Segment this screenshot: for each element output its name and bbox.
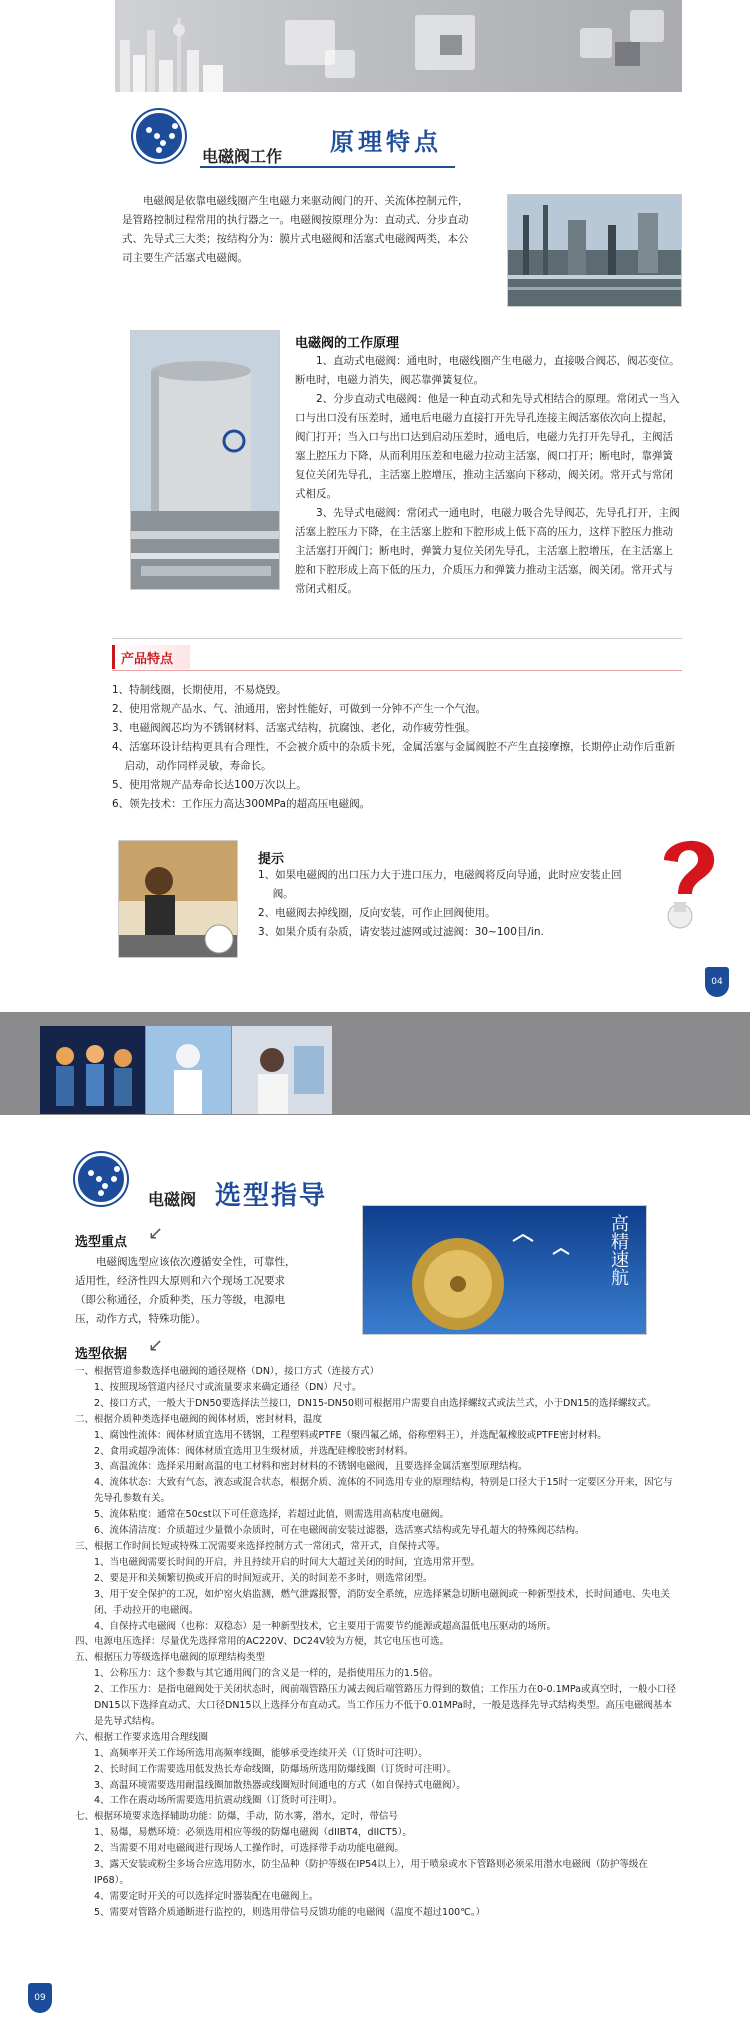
feature-item: 6、领先技术：工作压力高达300MPa的超高压电磁阀。 bbox=[112, 798, 371, 810]
sundial-photo bbox=[362, 1205, 647, 1335]
basis-item: 1、腐蚀性流体：阀体材质宜选用不锈钢，工程塑料或PTFE（聚四氟乙烯，俗称塑料王），并选配氟橡胶或PTFE密封材料。 bbox=[94, 1429, 607, 1441]
focus-text: 电磁阀选型应该依次遵循安全性，可靠性，适用性，经济性四大原则和六个现场工况要求（即公称通径，介质种类，压力等级，电源电压，动作方式，特殊功能）。 bbox=[75, 1256, 296, 1325]
header-banner bbox=[115, 0, 682, 92]
basis-item: 3、露天安装或粉尘多场合应选用防水，防尘品种（防护等级在IP54以上），用于喷泉或水下管路则必须采用潜水电磁阀（防护等级在IP68）。 bbox=[94, 1859, 648, 1886]
basis-item: 5、需要对管路介质通断进行监控的，则选用带信号反馈功能的电磁阀（温度不超过100℃。） bbox=[94, 1906, 486, 1918]
basis-item: 2、当需要不用对电磁阀进行现场人工操作时，可选择带手动功能电磁阀。 bbox=[94, 1843, 405, 1855]
businessman-photo bbox=[118, 840, 238, 958]
basis-item: 2、长时间工作需要选用低发热长寿命线圈，防爆场所选用防爆线圈（订货时可注明）。 bbox=[94, 1763, 457, 1775]
section-small-title: 电磁阀工作 bbox=[202, 147, 283, 166]
basis-item: 1、按照现场管道内径尺寸或流量要求来确定通径（DN）尺寸。 bbox=[94, 1381, 362, 1393]
basis-list bbox=[75, 1364, 677, 1921]
page-number-badge: 09 bbox=[28, 1983, 52, 2013]
tips-list bbox=[258, 866, 636, 942]
intro-paragraph: 电磁阀是依靠电磁线圈产生电磁力来驱动阀门的开、关流体控制元件，是管路控制过程常用的执行器之一。电磁阀按原理分为：直动式、分步直动式、先导式三大类；按结构分为：膜片式电磁阀和活塞式电磁阀两类，本公司主要生产活塞式电磁阀。 bbox=[122, 195, 469, 264]
tip-item: 2、电磁阀去掉线圈，反向安装，可作止回阀使用。 bbox=[258, 907, 496, 919]
feature-item: 5、使用常规产品寿命长达100万次以上。 bbox=[112, 779, 307, 791]
calligraphy-text: 高精速航 bbox=[608, 1214, 629, 1286]
features-badge bbox=[112, 645, 190, 669]
principle-item: 1、直动式电磁阀：通电时，电磁线圈产生电磁力，直接吸合阀芯，阀芯变位。断电时，电磁力消失，阀芯靠弹簧复位。 bbox=[295, 355, 680, 386]
feature-item: 4、活塞环设计结构更具有合理性，不会被介质中的杂质卡死，金属活塞与金属阀腔不产生直接摩擦，长期停止动作后重新启动，动作同样灵敏，寿命长。 bbox=[112, 741, 676, 772]
basis-item: 2、接口方式，一般大于DN50要选择法兰接口，DN15-DN50则可根据用户需要自由选择螺纹式或法兰式，小于DN15的选择螺纹式。 bbox=[94, 1397, 657, 1409]
basis-section-heading: 六、根据工作要求选用合理线圈 bbox=[75, 1731, 209, 1743]
basis-item: 2、工作压力：是指电磁阀处于关闭状态时，阀前端管路压力减去阀后端管路压力得到的数值；工作压力在0-0.1MPa或真空时，一般小口径DN15以下选择直动式、大口径DN15以上选择分布直动式。当工作压力不低于0.01MPa时，一般是选择先导式结构类型。高压电磁阀基本是先导式结构。 bbox=[94, 1684, 676, 1727]
basis-section-heading: 五、根据压力等级选择电磁阀的原理结构类型 bbox=[75, 1652, 266, 1664]
features-title: 产品特点 bbox=[121, 652, 174, 667]
principle-item: 3、先导式电磁阀：常闭式一通电时，电磁力吸合先导阀芯，先导孔打开，主阀活塞上腔压力下降，在主活塞上腔和下腔形成上低下高的压力，这样下腔压力推动主活塞打开阀门；断电时，弹簧力复位关闭先导孔，主活塞上腔增压，在主活塞上腔和下腔形成上高下低的压力，介质压力和弹簧力推动主活塞，阀关闭。常开式与常闭式相反。 bbox=[295, 507, 680, 595]
arrow-icon: ↙ bbox=[148, 1335, 164, 1356]
basis-title: 选型依据 bbox=[75, 1347, 128, 1362]
tip-item: 3、如果介质有杂质，请安装过滤网或过滤阀：30~100目/in. bbox=[258, 926, 544, 938]
city-skyline-image bbox=[115, 0, 235, 92]
basis-item: 2、食用或超净流体：阀体材质宜选用卫生级材质，并选配硅橡胶密封材料。 bbox=[94, 1445, 414, 1457]
technician-photo bbox=[146, 1026, 231, 1114]
storage-tank-photo bbox=[130, 330, 280, 590]
principle-list bbox=[295, 352, 683, 599]
title-underline bbox=[200, 166, 455, 168]
basis-item: 4、流体状态：大致有气态，液态或混合状态，根据介质、流体的不同选用专业的原理结构，特别是口径大于15时一定要区分开来，因它与先导孔参数有关。 bbox=[94, 1477, 673, 1505]
focus-title: 选型重点 bbox=[75, 1235, 128, 1250]
basis-item: 4、需要定时开关的可以选择定时器装配在电磁阀上。 bbox=[94, 1890, 319, 1902]
basis-item: 3、高温环境需要选用耐温线圈加散热器或线圈短时间通电的方式（如自保持式电磁阀）。 bbox=[94, 1779, 466, 1791]
basis-item: 6、流体清洁度：介质超过少量微小杂质时，可在电磁阀前安装过滤器，选活塞式结构或先导孔超大的特殊阀芯结构。 bbox=[94, 1525, 585, 1537]
features-rule bbox=[112, 670, 682, 671]
page-principle bbox=[0, 0, 750, 1012]
basis-section-heading: 四、电源电压选择：尽量优先选择常用的AC220V、DC24V较为方便，其它电压也可选。 bbox=[75, 1636, 450, 1648]
refinery-photo bbox=[507, 194, 682, 307]
team-photo bbox=[40, 1026, 145, 1114]
principle-title: 电磁阀的工作原理 bbox=[295, 336, 400, 351]
scientist-photo bbox=[232, 1026, 332, 1114]
tips-title: 提示 bbox=[258, 852, 285, 867]
basis-item: 1、公称压力：这个参数与其它通用阀门的含义是一样的，是指使用压力的1.5倍。 bbox=[94, 1668, 439, 1680]
basis-section-heading: 二、根据介质种类选择电磁阀的阀体材质，密封材料，温度 bbox=[75, 1413, 323, 1425]
basis-item: 3、用于安全保护的工况，如炉窑火焰监测，燃气泄露报警，消防安全系统，应选择紧急切断电磁阀或一种新型技术，长时间通电、失电关闭、手动拉开的电磁阀。 bbox=[94, 1588, 671, 1616]
feature-item: 2、使用常规产品水、气、油通用，密封性能好，可做到一分钟不产生一个气泡。 bbox=[112, 703, 487, 715]
basis-item: 2、要是开和关频繁切换或开启的时间短或开、关的时间差不多时，则选常闭型。 bbox=[94, 1572, 433, 1584]
feature-item: 1、特制线圈，长期使用，不易烧毁。 bbox=[112, 684, 287, 696]
feature-item: 3、电磁阀阀芯均为不锈钢材料、活塞式结构，抗腐蚀、老化，动作疲劳性强。 bbox=[112, 722, 476, 734]
question-mark-icon bbox=[650, 830, 725, 935]
basis-section-heading: 七、根据环境要求选择辅助功能：防爆，手动，防水雾，潜水，定时，带信号 bbox=[75, 1811, 399, 1823]
basis-item: 5、流体粘度：通常在50cst以下可任意选择，若超过此值，则需选用高粘度电磁阀。 bbox=[94, 1509, 450, 1521]
tip-item: 1、如果电磁阀的出口压力大于进口压力，电磁阀将反向导通，此时应安装止回阀。 bbox=[258, 869, 622, 900]
basis-section-heading: 一、根据管道参数选择电磁阀的通径规格（DN），接口方式（连接方式） bbox=[75, 1366, 380, 1377]
basis-item: 3、高温流体：选择采用耐高温的电工材料和密封材料的不锈钢电磁阀，且要选择金属活塞型原理结构。 bbox=[94, 1461, 528, 1473]
basis-item: 1、当电磁阀需要长时间的开启，并且持续开启的时间大大超过关闭的时间，宜选用常开型。 bbox=[94, 1556, 481, 1568]
section-small-title: 电磁阀 bbox=[148, 1190, 197, 1209]
arrow-icon: ↙ bbox=[148, 1223, 164, 1244]
company-logo-icon bbox=[75, 1153, 127, 1205]
section-big-title: 原理特点 bbox=[330, 127, 442, 156]
features-list bbox=[112, 681, 684, 814]
basis-item: 4、自保持式电磁阀（也称：双稳态）是一种新型技术，它主要用于需要节约能源或超高温低电压驱动的场所。 bbox=[94, 1620, 557, 1632]
principle-item: 2、分步直动式电磁阀：他是一种直动式和先导式相结合的原理。常闭式一当入口与出口没有压差时，通电后电磁力直接打开先导孔连接主阀活塞依次向上提起，阀门打开；当入口与出口达到启动压差时，通电后，电磁力先打开先导孔，主阀活塞上腔压力下降，从而利用压差和电磁力拉动主活塞，阀口打开；断电时，靠弹簧复位关闭先导孔，主活塞上腔增压，推动主活塞向下移动，阀关闭。常开式与常闭式相反。 bbox=[295, 393, 680, 500]
page-selection bbox=[0, 1115, 750, 2035]
divider bbox=[112, 638, 682, 639]
company-logo-icon bbox=[133, 110, 185, 162]
page-number-badge: 04 bbox=[705, 967, 729, 997]
basis-item: 4、工作在震动场所需要选用抗震动线圈（订货时可注明）。 bbox=[94, 1795, 343, 1807]
basis-item: 1、高频率开关工作场所选用高频率线圈，能够承受连续开关（订货时可注明）。 bbox=[94, 1747, 428, 1759]
section-big-title: 选型指导 bbox=[215, 1181, 328, 1211]
basis-item: 1、易爆，易燃环境：必须选用相应等级的防爆电磁阀（dIIBT4，dIICT5）。 bbox=[94, 1827, 412, 1839]
basis-section-heading: 三、根据工作时间长短或特殊工况需要来选择控制方式一常闭式，常开式，自保持式等。 bbox=[75, 1540, 446, 1552]
